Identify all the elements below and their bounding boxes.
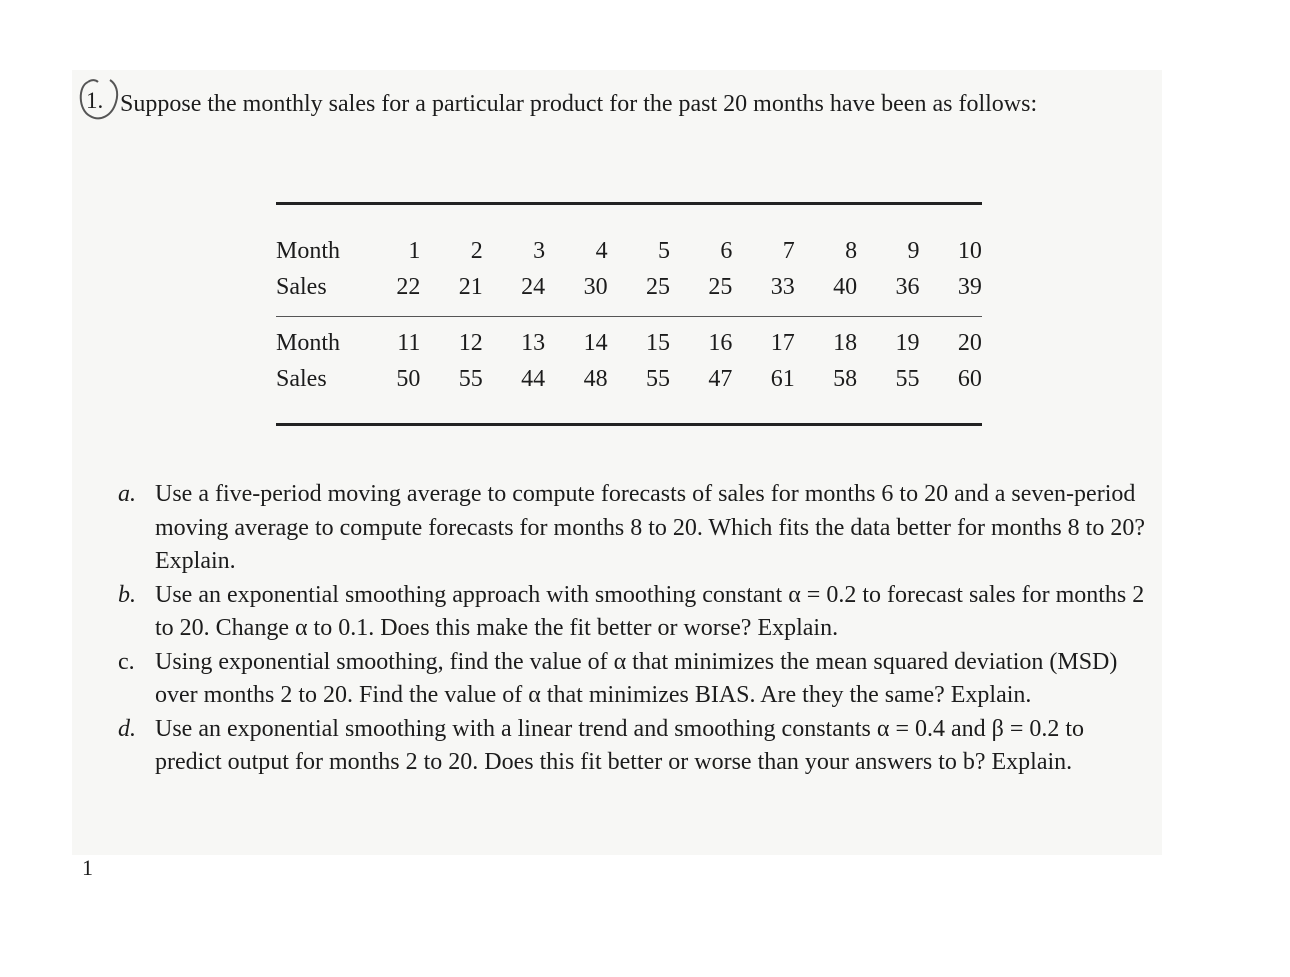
part-letter: a. xyxy=(118,481,136,507)
table-top-rule xyxy=(276,202,982,205)
sales-cell: 61 xyxy=(770,365,795,392)
part-text: Using exponential smoothing, find the value of α that minimizes the mean squared deviation (MSD) over months 2 to 20. Find the value of α that minimizes BIAS. Are they the same? Explain. xyxy=(155,648,1118,708)
part-text: Use a five-period moving average to compute forecasts of sales for months 6 to 20 and a seven-period moving average to compute forecasts for months 8 to 20. Which fits the data better for months 8 to 20? Explain. xyxy=(155,481,1145,574)
part-letter: b. xyxy=(118,581,136,608)
table-row xyxy=(276,361,982,397)
month-cell: 8 xyxy=(845,237,858,264)
sales-cell: 21 xyxy=(458,273,483,300)
sales-cell: 55 xyxy=(895,365,920,392)
question-part-d xyxy=(118,713,1148,780)
sales-cell: 33 xyxy=(770,273,795,300)
month-cell: 4 xyxy=(595,237,608,264)
month-cell: 2 xyxy=(470,237,483,264)
month-cell: 18 xyxy=(833,329,858,356)
sales-cell: 55 xyxy=(645,365,670,392)
part-text: Use an exponential smoothing with a linear trend and smoothing constants α = 0.4 and β = 0.2 to predict output for months 2 to 20. Does this fit better or worse than your answers to b? Explain. xyxy=(155,715,1085,775)
month-cell: 3 xyxy=(533,237,546,264)
month-cell: 16 xyxy=(708,329,733,356)
sales-table-months-1-10 xyxy=(276,233,982,305)
row-label-sales: Sales xyxy=(276,273,327,300)
month-cell: 1 xyxy=(408,237,421,264)
table-middle-rule xyxy=(276,316,982,317)
row-label-month: Month xyxy=(276,237,341,264)
sales-table-months-11-20 xyxy=(276,325,982,397)
row-label-sales: Sales xyxy=(276,365,327,392)
sales-cell: 24 xyxy=(521,273,546,300)
month-cell: 15 xyxy=(645,329,670,356)
sales-cell: 60 xyxy=(957,365,982,392)
part-letter: c. xyxy=(118,648,135,675)
month-cell: 7 xyxy=(782,237,795,264)
month-cell: 11 xyxy=(397,329,421,356)
month-cell: 20 xyxy=(957,329,982,356)
month-cell: 6 xyxy=(720,237,733,264)
sales-cell: 47 xyxy=(708,365,733,392)
question-part-b xyxy=(118,579,1148,646)
month-cell: 5 xyxy=(657,237,670,264)
sales-cell: 40 xyxy=(833,273,858,300)
month-cell: 9 xyxy=(907,237,920,264)
table-bottom-rule xyxy=(276,423,982,426)
problem-intro: Suppose the monthly sales for a particular product for the past 20 months have been as follows: xyxy=(120,91,1038,117)
question-part-a xyxy=(118,478,1148,579)
sales-cell: 22 xyxy=(396,273,421,300)
part-text: Use an exponential smoothing approach with smoothing constant α = 0.2 to forecast sales for months 2 to 20. Change α to 0.1. Does this make the fit better or worse? Explain. xyxy=(155,581,1145,641)
sales-cell: 50 xyxy=(396,365,421,392)
sales-cell: 30 xyxy=(583,273,608,300)
month-cell: 13 xyxy=(521,329,546,356)
month-cell: 12 xyxy=(458,329,483,356)
question-parts xyxy=(118,478,1148,780)
month-cell: 10 xyxy=(957,237,982,264)
table-row xyxy=(276,325,982,361)
part-letter: d. xyxy=(118,715,136,742)
sales-cell: 36 xyxy=(895,273,920,300)
month-cell: 14 xyxy=(583,329,608,356)
sales-cell: 39 xyxy=(957,273,982,300)
sales-cell: 44 xyxy=(521,365,546,392)
question-part-c xyxy=(118,646,1148,713)
row-label-month: Month xyxy=(276,329,341,356)
sales-cell: 55 xyxy=(458,365,483,392)
month-cell: 17 xyxy=(770,329,795,356)
sales-cell: 25 xyxy=(708,273,733,300)
sales-cell: 58 xyxy=(833,365,858,392)
sales-cell: 25 xyxy=(645,273,670,300)
problem-number: 1. xyxy=(86,88,104,113)
month-cell: 19 xyxy=(895,329,920,356)
table-row xyxy=(276,269,982,305)
page-number: 1 xyxy=(82,855,93,880)
table-row xyxy=(276,233,982,269)
sales-cell: 48 xyxy=(583,365,608,392)
